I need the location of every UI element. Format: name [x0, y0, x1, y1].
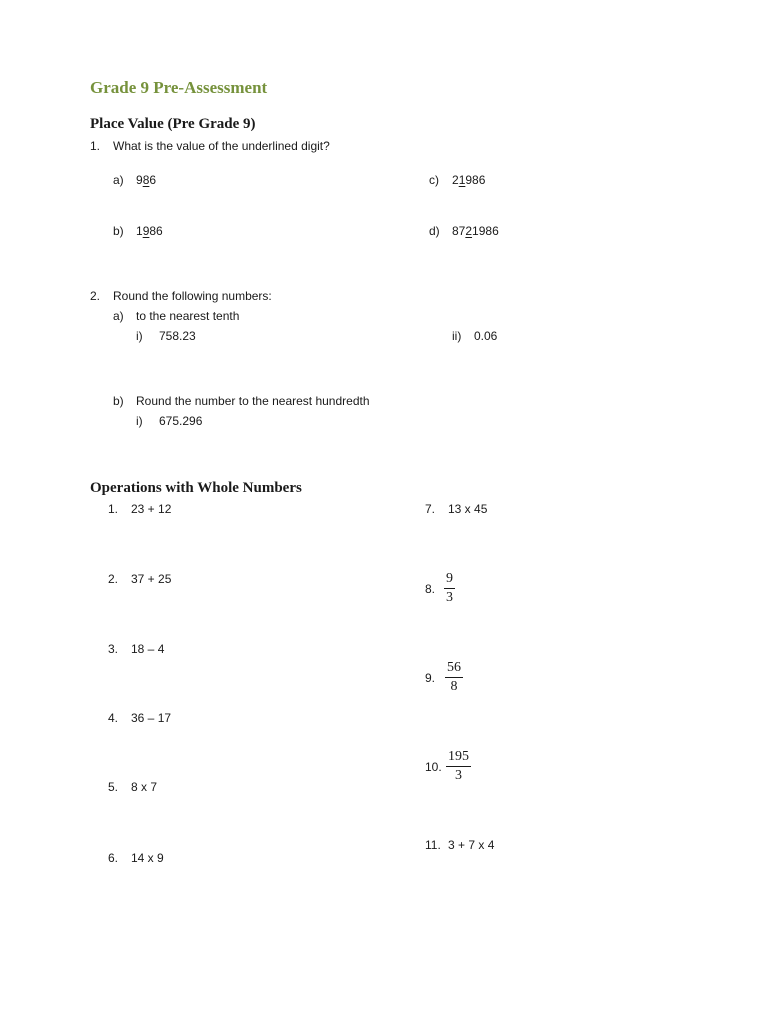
fraction-numerator: 195: [446, 749, 471, 767]
fraction-numerator: 9: [444, 571, 455, 589]
question-1-number: 1.: [90, 139, 101, 153]
op-5-number: 5.: [108, 780, 119, 794]
op-8-number: 8.: [425, 582, 436, 596]
q2-a-ii-label: ii): [452, 329, 462, 343]
op-10-fraction: [446, 749, 471, 784]
op-2-expr: 37 + 25: [131, 572, 172, 586]
q1-b-number: 1986: [136, 224, 163, 238]
underlined-digit: 2: [465, 224, 473, 238]
fraction-denominator: 8: [450, 679, 458, 694]
fraction-numerator: 56: [445, 660, 463, 678]
q2-b-i-value: 675.296: [159, 414, 203, 428]
section-heading-operations: Operations with Whole Numbers: [90, 480, 302, 496]
fraction-denominator: 3: [446, 590, 453, 605]
q2-a-i-value: 758.23: [159, 329, 196, 343]
q1-d-label: d): [429, 224, 440, 238]
q2-a-ii-value: 0.06: [474, 329, 498, 343]
q2-b-text: Round the number to the nearest hundredth: [136, 394, 370, 408]
op-9-fraction: [445, 660, 463, 695]
op-11-number: 11.: [425, 838, 441, 852]
q2-b-i-label: i): [136, 414, 143, 428]
q1-d-number: 8721986: [452, 224, 499, 238]
op-4-expr: 36 – 17: [131, 711, 172, 725]
question-2-number: 2.: [90, 289, 101, 303]
section-heading-place-value: Place Value (Pre Grade 9): [90, 116, 256, 132]
op-6-expr: 14 x 9: [131, 851, 164, 865]
op-1-number: 1.: [108, 502, 119, 516]
op-7-number: 7.: [425, 502, 436, 516]
underlined-digit: 1: [458, 173, 466, 187]
op-4-number: 4.: [108, 711, 119, 725]
op-8-fraction: [444, 571, 455, 606]
op-5-expr: 8 x 7: [131, 780, 158, 794]
q1-a-label: a): [113, 173, 124, 187]
op-9-number: 9.: [425, 671, 436, 685]
underlined-digit: 8: [142, 173, 150, 187]
op-11-expr: 3 + 7 x 4: [448, 838, 495, 852]
q1-b-label: b): [113, 224, 124, 238]
q2-b-label: b): [113, 394, 124, 408]
op-2-number: 2.: [108, 572, 119, 586]
q1-c-number: 21986: [452, 173, 486, 187]
underlined-digit: 9: [142, 224, 150, 238]
question-1-text: What is the value of the underlined digit?: [113, 139, 330, 153]
q1-c-label: c): [429, 173, 439, 187]
op-10-number: 10.: [425, 760, 442, 774]
q1-a-number: 986: [136, 173, 157, 187]
op-6-number: 6.: [108, 851, 119, 865]
q2-a-i-label: i): [136, 329, 143, 343]
fraction-denominator: 3: [455, 768, 462, 783]
op-1-expr: 23 + 12: [131, 502, 172, 516]
op-3-expr: 18 – 4: [131, 642, 165, 656]
op-3-number: 3.: [108, 642, 119, 656]
q2-a-label: a): [113, 309, 124, 323]
document-title: Grade 9 Pre-Assessment: [90, 78, 268, 97]
op-7-expr: 13 x 45: [448, 502, 488, 516]
question-2-text: Round the following numbers:: [113, 289, 272, 303]
q2-a-text: to the nearest tenth: [136, 309, 240, 323]
